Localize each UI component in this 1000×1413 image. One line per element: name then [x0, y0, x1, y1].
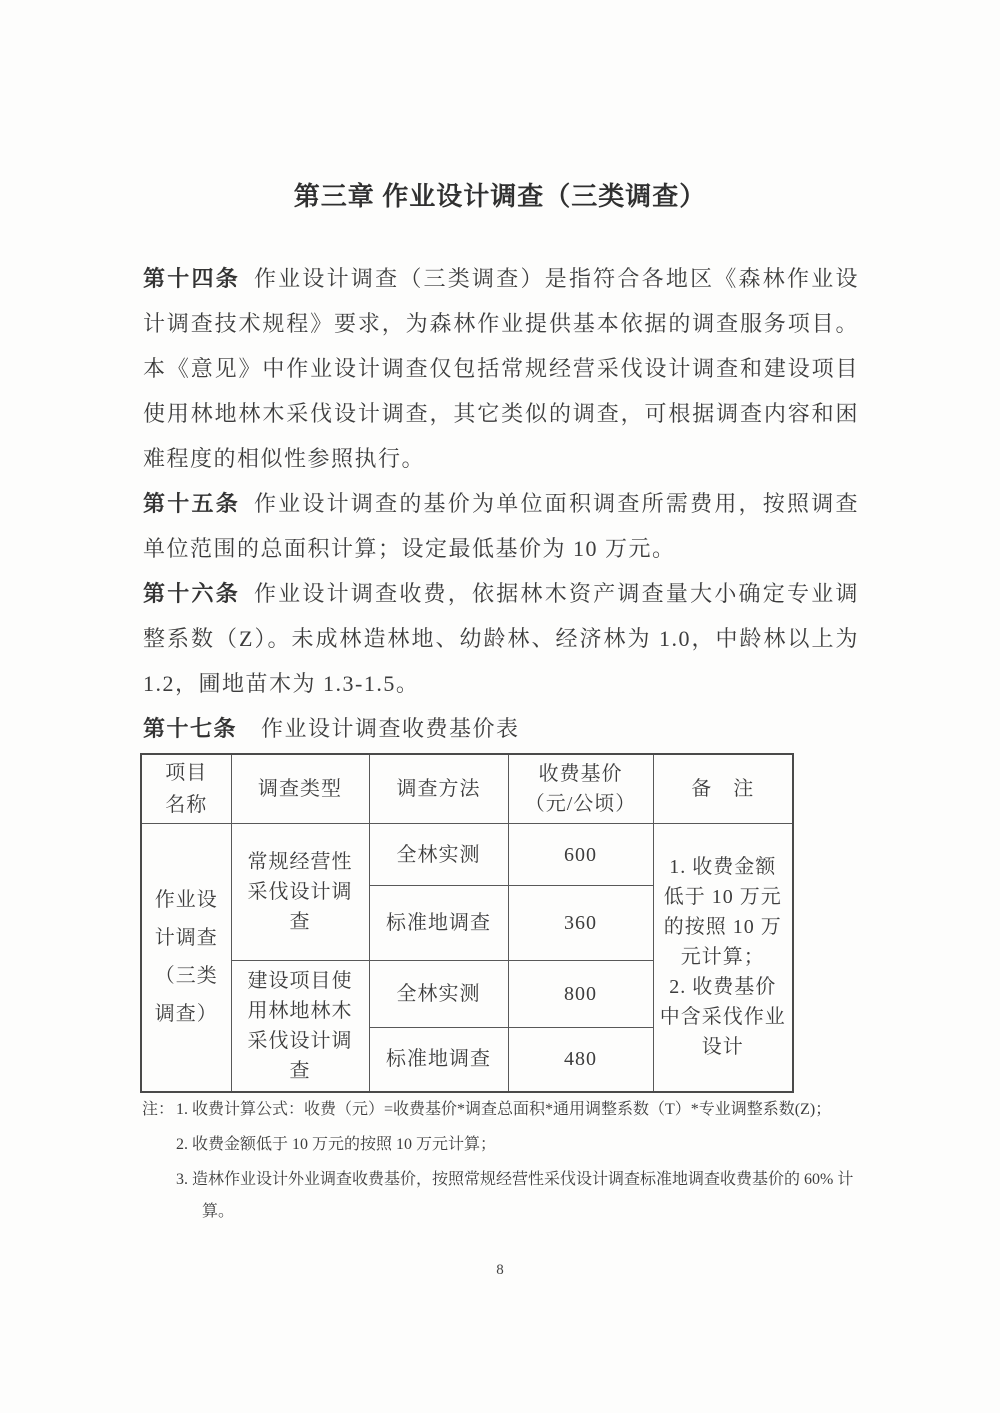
header-remark: 备 注: [653, 754, 793, 824]
cell-price: 360: [508, 886, 653, 961]
chapter-title: 第三章 作业设计调查（三类调查）: [293, 182, 707, 211]
article-17-label: 第十七条: [143, 716, 238, 741]
header-base-price-line1: 收费基价: [538, 763, 623, 785]
article-14: [143, 256, 859, 481]
article-15: [143, 481, 859, 571]
page-number: 8: [496, 1262, 504, 1278]
article-16-label: 第十六条: [143, 581, 240, 606]
footnote-1: 1. 收费计算公式：收费（元）=收费基价*调查总面积*通用调整系数（T）*专业调整系数(Z)；: [176, 1101, 832, 1118]
cell-survey-type-construction: 建设项目使用林地林木采伐设计调查: [231, 961, 369, 1092]
cell-price: 800: [508, 961, 653, 1028]
table-header-row: [141, 754, 793, 824]
cell-method: 标准地调查: [369, 1028, 508, 1092]
cell-method: 标准地调查: [369, 886, 508, 961]
cell-survey-type-regular: 常规经营性采伐设计调查: [231, 824, 369, 961]
footnotes-prefix: 注：: [142, 1101, 175, 1118]
cell-method: 全林实测: [369, 961, 508, 1028]
cell-remark: [653, 824, 793, 1092]
body-text: [143, 256, 859, 752]
cell-method: 全林实测: [369, 824, 508, 886]
header-project-name: 项目名称: [141, 754, 231, 824]
cell-price: 480: [508, 1028, 653, 1092]
header-base-price-line2: （元/公顷）: [524, 793, 637, 815]
cell-price: 600: [508, 824, 653, 886]
article-15-text: 作业设计调查的基价为单位面积调查所需费用，按照调查单位范围的总面积计算；设定最低基价为 10 万元。: [143, 491, 859, 561]
footnote-2: 2. 收费金额低于 10 万元的按照 10 万元计算；: [176, 1136, 497, 1153]
footnote-3: 3. 造林作业设计外业调查收费基价，按照常规经营性采伐设计调查标准地调查收费基价的 60% 计算。: [176, 1171, 854, 1220]
header-survey-type: 调查类型: [231, 754, 369, 824]
fee-base-price-table: [140, 753, 794, 1093]
article-16: [143, 571, 859, 706]
article-16-text: 作业设计调查收费，依据林木资产调查量大小确定专业调整系数（Z）。未成林造林地、幼龄林、经济林为 1.0，中龄林以上为 1.2，圃地苗木为 1.3-1.5。: [143, 581, 859, 696]
remark-item-1: 1. 收费金额低于 10 万元的按照 10 万元计算；: [663, 856, 782, 969]
article-17-text: 作业设计调查收费基价表: [261, 716, 520, 741]
article-17-table-caption: [143, 706, 859, 752]
header-base-price: [508, 754, 653, 824]
footnotes: [142, 1094, 874, 1231]
cell-project-name: 作业设计调查（三类调查）: [141, 824, 231, 1092]
remark-item-2: 2. 收费基价中含采伐作业设计: [659, 976, 786, 1059]
header-survey-method: 调查方法: [369, 754, 508, 824]
article-14-text: 作业设计调查（三类调查）是指符合各地区《森林作业设计调查技术规程》要求，为森林作业提供基本依据的调查服务项目。本《意见》中作业设计调查仅包括常规经营采伐设计调查和建设项目使用林地林木采伐设计调查，其它类似的调查，可根据调查内容和困难程度的相似性参照执行。: [143, 266, 859, 471]
article-15-label: 第十五条: [143, 491, 240, 516]
table-row: [141, 824, 793, 886]
article-14-label: 第十四条: [143, 266, 240, 291]
